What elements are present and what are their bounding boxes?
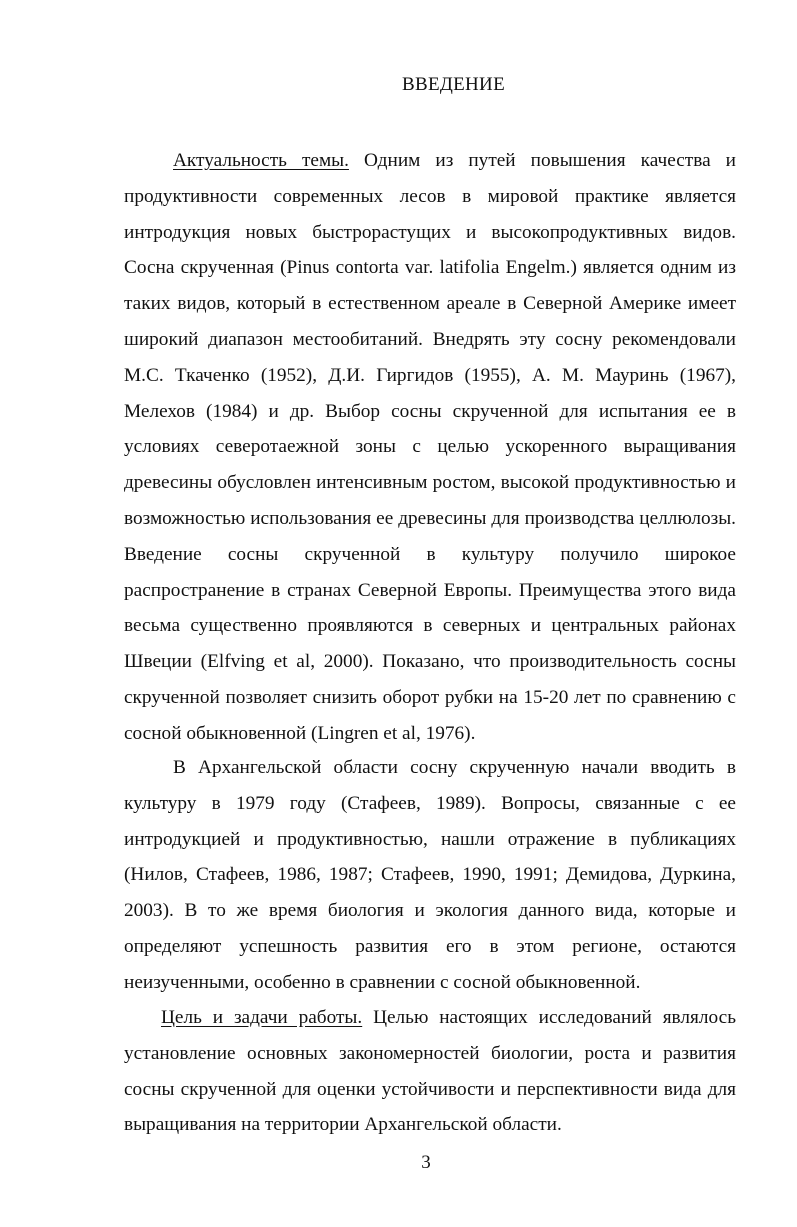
paragraph-label-relevance: Актуальность темы. (173, 150, 349, 171)
paragraph-arkhangelsk (124, 750, 736, 1001)
paragraph-text-goals: Целью настоящих исследований являлось установление основных закономерностей биологии, роста и развития сосны скрученной для оценки устойчивости и перспективности вида для выращивания на территории Архангельской области. (124, 1007, 736, 1136)
paragraph-goals (124, 1000, 736, 1143)
paragraph-text-arkhangelsk: В Архангельской области сосну скрученную начали вводить в культуру в 1979 году (Стафеев, 1989). Вопросы, связанные с ее интродукцией и продуктивностью, нашли отражение в публикациях (Нилов, Стафеев, 1986, 1987; Стафеев, 1990, 1991; Демидова, Дуркина, 2003). В то же время биология и экология данного вида, которые и определяют успешность развития его в этом регионе, остаются неизученными, особенно в сравнении с сосной обыкновенной. (124, 757, 736, 993)
page-number: 3 (421, 1152, 431, 1173)
paragraph-text-relevance: Одним из путей повышения качества и продуктивности современных лесов в мировой практике является интродукция новых быстрорастущих и высокопродуктивных видов. Сосна скрученная (Pinus contorta var. latifolia Engelm.) является одним из таких видов, который в естественном ареале в Северной Америке имеет широкий диапазон местообитаний. Внедрять эту сосну рекомендовали М.С. Ткаченко (1952), Д.И. Гиргидов (1955), А. М. Мауринь (1967), Мелехов (1984) и др. Выбор сосны скрученной для испытания ее в условиях северотаежной зоны с целью ускоренного выращивания древесины обусловлен интенсивным ростом, высокой продуктивностью и возможностью использования ее древесины для производства целлюлозы. Введение сосны скрученной в культуру получило широкое распространение в странах Северной Европы. Преимущества этого вида весьма существенно проявляются в северных и центральных районах Швеции (Elfving et al, 2000). Показано, что производительность сосны скрученной позволяет снизить оборот рубки на 15-20 лет по сравнению с сосной обыкновенной (Lingren et al, 1976). (124, 150, 736, 744)
section-heading: ВВЕДЕНИЕ (402, 74, 505, 95)
paragraph-relevance (124, 143, 736, 752)
paragraph-label-goals: Цель и задачи работы. (161, 1007, 363, 1028)
